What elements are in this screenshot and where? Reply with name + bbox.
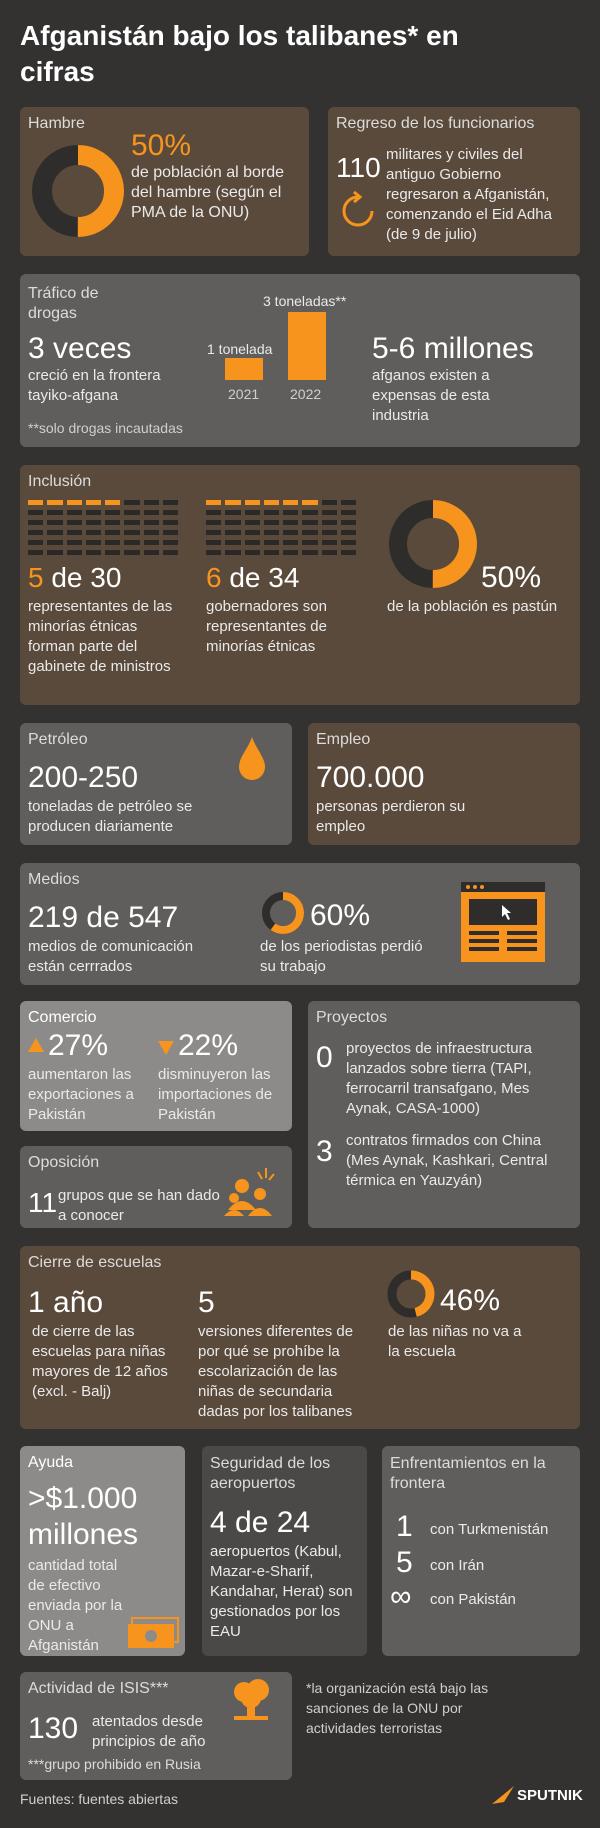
sputnik-brand: SPUTNIK bbox=[517, 1786, 583, 1804]
isis-label: Actividad de ISIS*** bbox=[28, 1680, 169, 1697]
pashtun-value: 50% bbox=[481, 561, 542, 594]
minorities-ministers-icon bbox=[28, 500, 178, 555]
border-n3: ∞ bbox=[390, 1580, 412, 1613]
money-icon bbox=[126, 1616, 180, 1650]
journalists-donut bbox=[260, 890, 306, 936]
aid-text: cantidad total de efectivo enviada por la ONU a Afganistán bbox=[28, 1557, 123, 1654]
schools-label: Cierre de escuelas bbox=[28, 1254, 162, 1271]
isis-note: ***grupo prohibido en Rusia bbox=[28, 1756, 201, 1772]
opposition-card bbox=[20, 1146, 292, 1228]
drug-trafficking-card bbox=[20, 274, 580, 447]
sputnik-logo bbox=[492, 1786, 583, 1804]
media-value: 219 de 547 bbox=[28, 901, 179, 934]
trade-label: Comercio bbox=[28, 1009, 97, 1026]
pashtun-text: de la población es pastún bbox=[387, 598, 558, 615]
web-page-icon bbox=[460, 881, 546, 963]
border-clashes-card bbox=[382, 1446, 580, 1656]
aid-value-2: millones bbox=[28, 1518, 139, 1551]
isis-value: 130 bbox=[28, 1712, 79, 1745]
inclusion-label: Inclusión bbox=[28, 473, 92, 490]
opposition-label: Oposición bbox=[28, 1154, 100, 1171]
projects-t1: proyectos de infraestructura lanzados sobre tierra (TAPI, ferrocarril transafgano, Mes Aynak, CASA-1000) bbox=[346, 1040, 532, 1117]
employment-card bbox=[308, 723, 580, 845]
drug-value: 3 veces bbox=[28, 332, 132, 365]
oil-card bbox=[20, 723, 292, 845]
media-text: medios de comunicación están cerrrados bbox=[28, 938, 194, 975]
schools-t2: versiones diferentes de por qué se prohíbe la escolarización de las niñas de secundaria dadas por los talibanes bbox=[198, 1323, 354, 1420]
drug-label: Tráfico de drogas bbox=[28, 285, 99, 322]
arrow-up-icon bbox=[28, 1038, 44, 1052]
border-label: Enfrentamientos en la frontera bbox=[390, 1455, 546, 1492]
schools-card bbox=[20, 1246, 580, 1429]
officials-label: Regreso de los funcionarios bbox=[336, 115, 535, 132]
projects-n2: 3 bbox=[316, 1135, 333, 1168]
imports-value: 22% bbox=[178, 1029, 239, 1062]
isis-card bbox=[20, 1672, 292, 1780]
aid-label: Ayuda bbox=[28, 1454, 74, 1471]
hunger-text: de población al borde del hambre (según el PMA de la ONU) bbox=[131, 164, 285, 221]
projects-label: Proyectos bbox=[316, 1009, 388, 1026]
group-people-icon bbox=[220, 1164, 280, 1222]
schools-t3: de las niñas no va a la escuela bbox=[388, 1323, 522, 1360]
sputnik-arrow-icon bbox=[492, 1786, 514, 1804]
inclusion-card bbox=[20, 465, 580, 705]
page-title: Afganistán bajo los talibanes* en cifras bbox=[20, 20, 459, 87]
oil-drop-icon bbox=[237, 735, 267, 781]
aid-card bbox=[20, 1446, 185, 1656]
ministers-num: 5 bbox=[28, 562, 44, 593]
bar-2022 bbox=[288, 312, 326, 380]
schools-v1: 1 año bbox=[28, 1286, 104, 1319]
officials-return-card bbox=[328, 107, 580, 256]
bar-2021-label: 1 tonelada bbox=[207, 341, 273, 357]
sources: Fuentes: fuentes abiertas bbox=[20, 1791, 178, 1807]
airports-value: 4 de 24 bbox=[210, 1506, 311, 1539]
hunger-label: Hambre bbox=[28, 115, 85, 132]
employment-value: 700.000 bbox=[316, 761, 425, 794]
exports-text: aumentaron las exportaciones a Pakistán bbox=[28, 1066, 134, 1123]
journalists-value: 60% bbox=[310, 899, 371, 932]
arrow-down-icon bbox=[158, 1041, 174, 1055]
aid-value-1: >$1.000 bbox=[28, 1482, 138, 1515]
projects-n1: 0 bbox=[316, 1041, 333, 1074]
employment-label: Empleo bbox=[316, 731, 371, 748]
projects-t2: contratos firmados con China (Mes Aynak, Kashkari, Central térmica en Yauzyán) bbox=[346, 1132, 548, 1189]
employment-text: personas perdieron su empleo bbox=[316, 798, 466, 835]
airports-card bbox=[202, 1446, 367, 1656]
media-label: Medios bbox=[28, 871, 80, 888]
airports-label: Seguridad de los aeropuertos bbox=[210, 1455, 331, 1492]
border-t1: con Turkmenistán bbox=[430, 1521, 549, 1538]
oil-label: Petróleo bbox=[28, 731, 88, 748]
drug-value-2: 5-6 millones bbox=[372, 332, 534, 365]
trade-card bbox=[20, 1001, 292, 1131]
border-n1: 1 bbox=[396, 1510, 413, 1543]
ministers-value bbox=[28, 562, 121, 594]
journalists-text: de los periodistas perdió su trabajo bbox=[260, 938, 423, 975]
projects-card bbox=[308, 1001, 580, 1228]
governors-text: gobernadores son representantes de minorías étnicas bbox=[206, 598, 327, 655]
border-t2: con Irán bbox=[430, 1557, 485, 1574]
return-arrow-icon bbox=[338, 191, 378, 231]
exports-value: 27% bbox=[48, 1029, 109, 1062]
media-card bbox=[20, 863, 580, 985]
minorities-governors-icon bbox=[206, 500, 356, 555]
hunger-value: 50% bbox=[131, 129, 192, 162]
oil-value: 200-250 bbox=[28, 761, 139, 794]
drug-text: creció en la frontera tayiko-afgana bbox=[28, 367, 161, 404]
border-n2: 5 bbox=[396, 1546, 413, 1579]
ministers-of: de 30 bbox=[51, 562, 122, 593]
schools-t1: de cierre de las escuelas para niñas mayores de 12 años (excl. - Balj) bbox=[32, 1323, 168, 1400]
girls-school-donut bbox=[385, 1268, 437, 1320]
explosion-icon bbox=[226, 1678, 276, 1724]
officials-text: militares y civiles del antiguo Gobierno regresaron a Afganistán, comenzando el Eid Adha (de 9 de julio) bbox=[386, 146, 552, 243]
opposition-value: 11 bbox=[28, 1187, 58, 1218]
oil-text: toneladas de petróleo se producen diariamente bbox=[28, 798, 193, 835]
hunger-card bbox=[20, 107, 309, 256]
opposition-text: grupos que se han dado a conocer bbox=[58, 1187, 220, 1224]
schools-v3: 46% bbox=[440, 1284, 501, 1317]
bar-2022-year: 2022 bbox=[290, 386, 322, 402]
bar-2022-label: 3 toneladas** bbox=[263, 293, 347, 309]
bar-2021 bbox=[225, 358, 263, 380]
drug-note: **solo drogas incautadas bbox=[28, 420, 183, 436]
airports-text: aeropuertos (Kabul, Mazar-e-Sharif, Kandahar, Herat) son gestionados por los EAU bbox=[210, 1543, 353, 1640]
officials-value: 110 bbox=[336, 152, 381, 183]
isis-text: atentados desde principios de año bbox=[92, 1713, 206, 1750]
governors-of: de 34 bbox=[229, 562, 300, 593]
footnote: *la organización está bajo las sanciones de la ONU por actividades terroristas bbox=[306, 1680, 489, 1736]
drug-text-2: afganos existen a expensas de esta industria bbox=[372, 367, 490, 424]
schools-v2: 5 bbox=[198, 1286, 215, 1319]
hunger-donut bbox=[30, 143, 126, 239]
border-t3: con Pakistán bbox=[430, 1591, 516, 1608]
pashtun-donut bbox=[387, 498, 479, 590]
governors-value bbox=[206, 562, 299, 594]
ministers-text: representantes de las minorías étnicas forman parte del gabinete de ministros bbox=[28, 598, 173, 675]
imports-text: disminuyeron las importaciones de Pakistán bbox=[158, 1066, 273, 1123]
bar-2021-year: 2021 bbox=[228, 386, 260, 402]
governors-num: 6 bbox=[206, 562, 222, 593]
